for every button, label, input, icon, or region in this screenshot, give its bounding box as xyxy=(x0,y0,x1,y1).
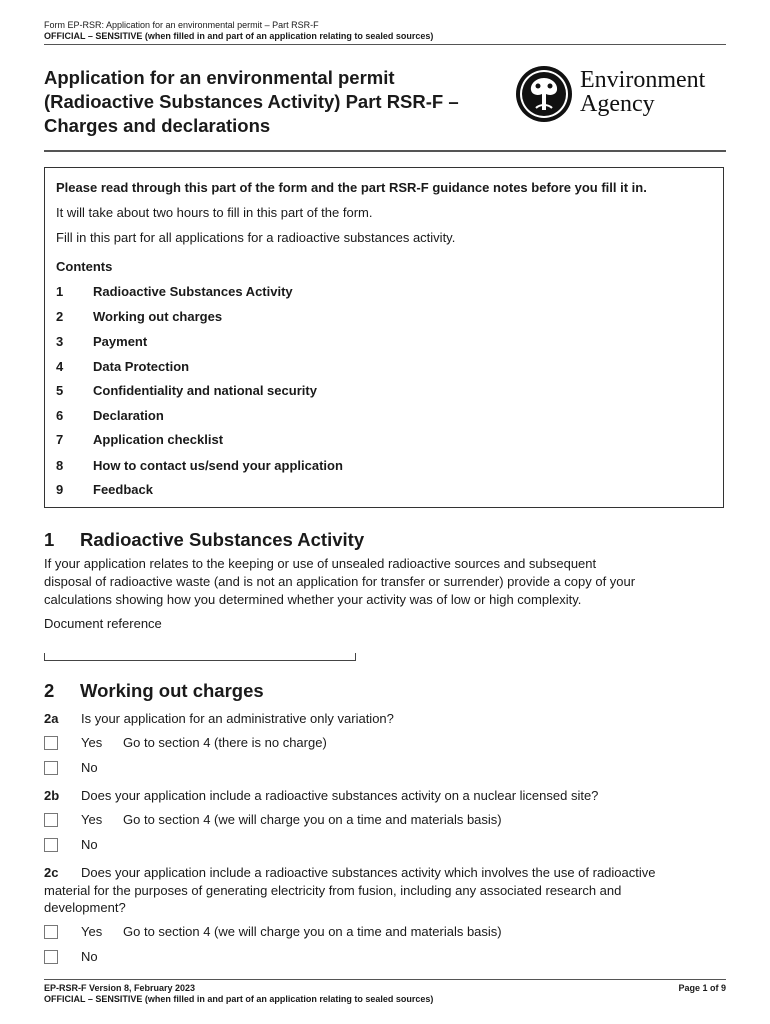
section-1-number: 1 xyxy=(44,529,55,550)
contents-item-radioactive-substances[interactable]: Radioactive Substances Activity xyxy=(93,284,293,299)
contents-item-feedback[interactable]: Feedback xyxy=(93,482,153,497)
contents-item-confidentiality[interactable]: Confidentiality and national security xyxy=(93,383,317,398)
title-line-3: Charges and declarations xyxy=(44,115,271,136)
footer-divider xyxy=(44,979,726,980)
question-2c-yes-label: Yes xyxy=(81,924,103,939)
document-reference-underline xyxy=(44,660,355,661)
section-1-paragraph-line: disposal of radioactive waste (and is not an application for transfer or surrender) provide a copy of your xyxy=(44,574,636,589)
contents-num: 2 xyxy=(56,309,64,324)
document-reference-tick xyxy=(355,653,356,661)
section-1-paragraph-line: If your application relates to the keeping or use of unsealed radioactive sources and subsequent xyxy=(44,556,597,571)
intro-instruction: Please read through this part of the form and the part RSR-F guidance notes before you fill it in. xyxy=(56,180,647,195)
contents-num: 9 xyxy=(56,482,64,497)
question-2b-yes-note: Go to section 4 (we will charge you on a time and materials basis) xyxy=(123,812,502,827)
question-2c-yes-note: Go to section 4 (we will charge you on a time and materials basis) xyxy=(123,924,502,939)
question-2a-id: 2a xyxy=(44,711,59,726)
question-2a-text: Is your application for an administrative only variation? xyxy=(81,711,394,726)
question-2b-no-label: No xyxy=(81,837,98,852)
contents-item-data-protection[interactable]: Data Protection xyxy=(93,359,190,374)
question-2c-text-line: material for the purposes of generating electricity from fusion, including any associated research and xyxy=(44,883,622,898)
form-header-line: Form EP-RSR: Application for an environmental permit – Part RSR-F xyxy=(44,20,319,30)
question-2c-text-line: development? xyxy=(44,900,126,915)
question-2c-no-label: No xyxy=(81,949,98,964)
contents-num: 8 xyxy=(56,458,64,473)
question-2a-no-label: No xyxy=(81,760,98,775)
intro-scope: Fill in this part for all applications for a radioactive substances activity. xyxy=(56,230,456,245)
logo-line-2: Agency xyxy=(580,91,655,117)
contents-item-checklist[interactable]: Application checklist xyxy=(93,432,224,447)
question-2a-yes-label: Yes xyxy=(81,735,103,750)
footer-version: EP-RSR-F Version 8, February 2023 xyxy=(44,983,196,993)
question-2a-yes-checkbox[interactable] xyxy=(44,736,58,750)
footer-classification: OFFICIAL – SENSITIVE (when filled in and part of an application relating to sealed sources) xyxy=(44,994,434,1004)
title-line-2: (Radioactive Substances Activity) Part RSR-F – xyxy=(44,91,459,112)
title-line-1: Application for an environmental permit xyxy=(44,67,395,88)
intro-time: It will take about two hours to fill in this part of the form. xyxy=(56,205,373,220)
contents-heading: Contents xyxy=(56,259,113,274)
question-2a-yes-note: Go to section 4 (there is no charge) xyxy=(123,735,327,750)
contents-num: 7 xyxy=(56,432,64,447)
contents-num: 3 xyxy=(56,334,64,349)
page-number: Page 1 of 9 xyxy=(678,983,726,993)
logo-line-1: Environment xyxy=(580,67,706,93)
contents-item-declaration[interactable]: Declaration xyxy=(93,408,164,423)
contents-item-contact[interactable]: How to contact us/send your application xyxy=(93,458,343,473)
section-1-paragraph-line: calculations showing how you determined whether your activity was of low or high complexity. xyxy=(44,592,582,607)
question-2a-no-checkbox[interactable] xyxy=(44,761,58,775)
page-title xyxy=(44,66,484,138)
contents-item-payment[interactable]: Payment xyxy=(93,334,148,349)
question-2b-yes-label: Yes xyxy=(81,812,103,827)
question-2c-yes-checkbox[interactable] xyxy=(44,925,58,939)
question-2b-no-checkbox[interactable] xyxy=(44,838,58,852)
section-1-title: Radioactive Substances Activity xyxy=(80,529,365,550)
question-2b-yes-checkbox[interactable] xyxy=(44,813,58,827)
logo-wordmark xyxy=(580,68,705,116)
title-divider xyxy=(44,150,726,152)
question-2b-id: 2b xyxy=(44,788,60,803)
contents-num: 1 xyxy=(56,284,64,299)
question-2c-text-line: Does your application include a radioactive substances activity which involves the use of radioactive xyxy=(81,865,656,880)
section-2-number: 2 xyxy=(44,680,55,701)
contents-item-working-out-charges[interactable]: Working out charges xyxy=(93,309,223,324)
contents-num: 5 xyxy=(56,383,64,398)
question-2b-text: Does your application include a radioactive substances activity on a nuclear licensed site? xyxy=(81,788,599,803)
document-reference-label: Document reference xyxy=(44,616,162,631)
question-2c-id: 2c xyxy=(44,865,59,880)
contents-num: 4 xyxy=(56,359,64,374)
classification-header: OFFICIAL – SENSITIVE (when filled in and part of an application relating to sealed sources) xyxy=(44,31,434,41)
question-2c-no-checkbox[interactable] xyxy=(44,950,58,964)
contents-num: 6 xyxy=(56,408,64,423)
section-2-title: Working out charges xyxy=(80,680,264,701)
document-reference-tick xyxy=(44,653,45,661)
header-divider xyxy=(44,44,726,45)
document-reference-input[interactable] xyxy=(46,637,352,657)
